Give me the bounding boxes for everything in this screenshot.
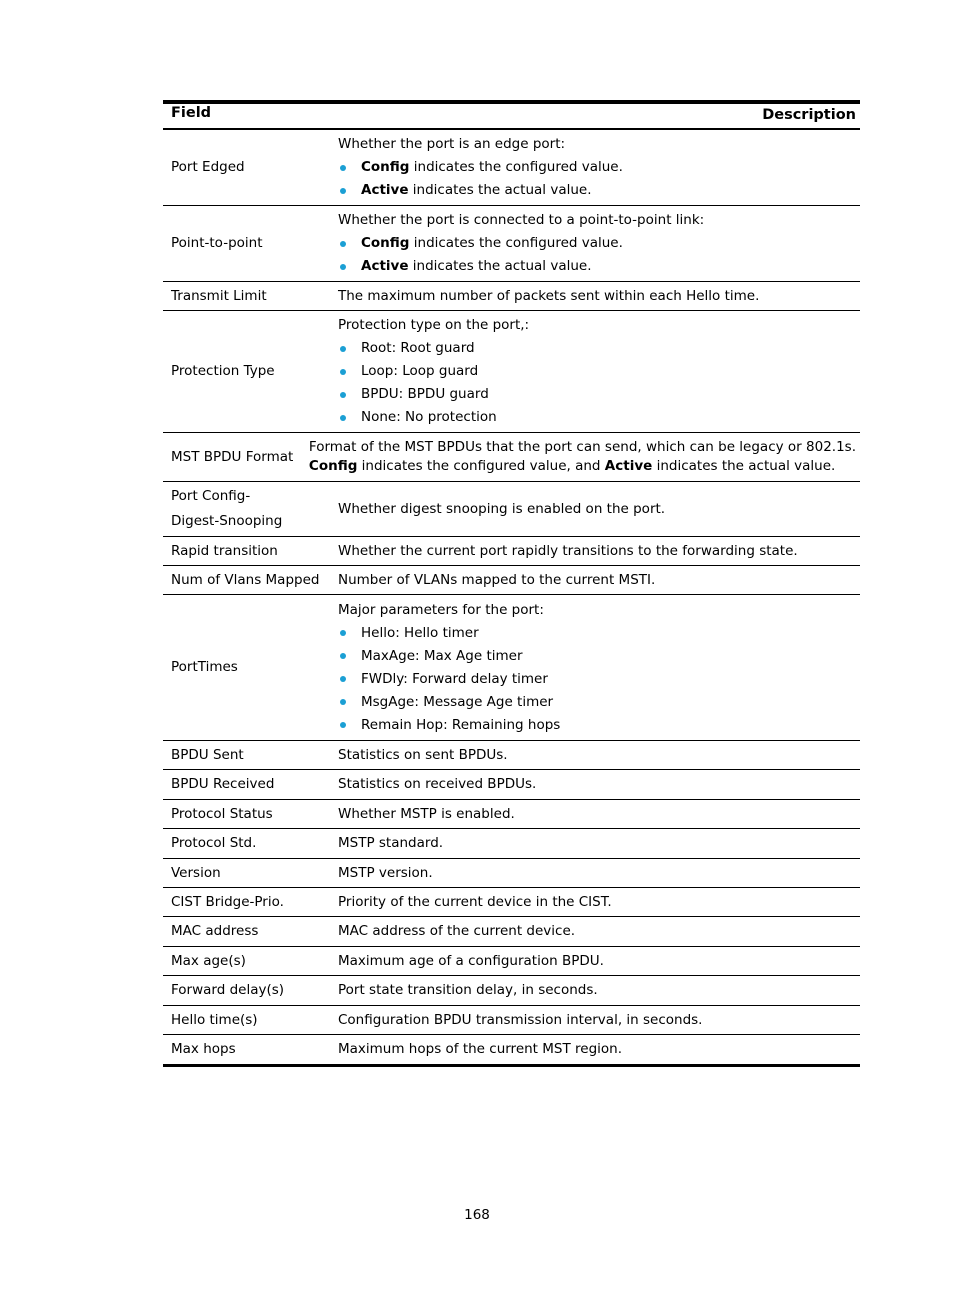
keyword: Config: [361, 235, 410, 251]
bullet-icon: [340, 676, 346, 682]
field-cell: Max age(s): [171, 952, 246, 969]
description-text: Port state transition delay, in seconds.: [338, 982, 598, 998]
description-text: Number of VLANs mapped to the current MSTI.: [338, 571, 656, 588]
table-row: [163, 799, 860, 828]
field-cell: Port Edged: [171, 159, 245, 175]
bullet-icon: [340, 188, 346, 194]
bullet-icon: [340, 264, 346, 270]
bullet-text: Root: Root guard: [361, 340, 475, 356]
bullet-text: None: No protection: [361, 409, 497, 425]
description-cell: [330, 482, 860, 536]
bullet-text: indicates the actual value.: [408, 258, 592, 274]
description-cell: [330, 741, 860, 769]
description-cell: [330, 1035, 860, 1064]
description-fragment: indicates the configured value, and: [357, 458, 605, 474]
table-row: [163, 205, 860, 281]
bullet-text: indicates the actual value.: [408, 182, 592, 198]
field-cell: Protection Type: [171, 363, 275, 379]
bullet-icon: [340, 630, 346, 636]
field-cell: MST BPDU Format: [171, 448, 294, 465]
description-cell: [330, 800, 860, 828]
field-cell: Hello time(s): [171, 1011, 258, 1028]
table-row: [163, 916, 860, 946]
table-row: [163, 975, 860, 1005]
description-text: Whether the current port rapidly transitions to the forwarding state.: [338, 542, 798, 559]
table-row: [163, 946, 860, 975]
description-text: Whether the port is connected to a point-to-point link:: [338, 212, 705, 228]
keyword: Active: [361, 258, 409, 274]
description-text: MAC address of the current device.: [338, 923, 576, 939]
list-item: [338, 360, 856, 383]
bullet-icon: [340, 699, 346, 705]
description-text: Whether digest snooping is enabled on the port.: [338, 500, 666, 517]
bullet-icon: [340, 722, 346, 728]
description-cell: [301, 433, 860, 481]
field-text: Port Config-: [171, 488, 251, 504]
list-item: [338, 622, 856, 645]
bullet-text: indicates the configured value.: [409, 159, 623, 175]
bullet-text: indicates the configured value.: [409, 235, 623, 251]
description-text: Whether MSTP is enabled.: [338, 805, 515, 822]
keyword: Active: [604, 458, 653, 474]
list-item: [338, 668, 856, 691]
description-text: Configuration BPDU transmission interval, in seconds.: [338, 1011, 703, 1028]
bullet-text: BPDU: BPDU guard: [361, 386, 489, 402]
description-cell: [330, 595, 860, 740]
list-item: [338, 406, 856, 429]
description-text: Major parameters for the port:: [338, 601, 544, 618]
bullet-text: Loop: Loop guard: [361, 363, 479, 379]
description-cell: [330, 947, 860, 975]
table-row: [163, 281, 860, 310]
field-cell: [163, 482, 330, 536]
table-row: [163, 536, 860, 565]
description-text: Priority of the current device in the CIST.: [338, 893, 612, 910]
keyword: Config: [308, 458, 358, 474]
description-text: Format of the MST BPDUs that the port can send, which can be legacy or 802.1s.: [308, 439, 856, 455]
list-item: [338, 156, 856, 179]
description-text: Maximum age of a configuration BPDU.: [338, 952, 604, 969]
bullet-text: Hello: Hello timer: [361, 624, 479, 641]
description-text: Statistics on received BPDUs.: [338, 776, 537, 792]
description-cell: [330, 859, 860, 887]
table-row: [163, 130, 860, 205]
table-row: [163, 858, 860, 887]
list-item: [338, 232, 856, 255]
description-text: MSTP version.: [338, 864, 433, 881]
list-item: [338, 255, 856, 278]
table-row: [163, 887, 860, 916]
list-item: [338, 691, 856, 714]
field-cell: BPDU Sent: [171, 746, 244, 763]
field-cell: MAC address: [171, 923, 259, 939]
field-cell: Version: [171, 864, 221, 881]
description-text: Protection type on the port,:: [338, 317, 530, 333]
table-row: [163, 565, 860, 594]
description-cell: [330, 282, 860, 310]
table-row: [163, 594, 860, 740]
page-number: 168: [464, 1207, 490, 1223]
field-text: Digest-Snooping: [171, 513, 283, 529]
list-item: [338, 714, 856, 737]
description-cell: [330, 311, 860, 432]
field-cell: BPDU Received: [171, 776, 275, 792]
bullet-icon: [340, 392, 346, 398]
description-cell: [330, 206, 860, 281]
field-cell: Rapid transition: [171, 542, 278, 559]
table-header: [163, 104, 860, 130]
table-row: [163, 1034, 860, 1064]
description-cell: [330, 829, 860, 858]
bullet-text: MsgAge: Message Age timer: [361, 693, 554, 710]
table-row: [163, 828, 860, 858]
description-cell: [330, 537, 860, 565]
list-item: [338, 645, 856, 668]
field-cell: Forward delay(s): [171, 982, 285, 998]
bullet-icon: [340, 165, 346, 171]
description-text: Statistics on sent BPDUs.: [338, 746, 508, 763]
table-row: [163, 740, 860, 769]
table-row: [163, 432, 860, 481]
field-cell: Max hops: [171, 1041, 236, 1057]
list-item: [338, 383, 856, 406]
description-text: MSTP standard.: [338, 835, 444, 851]
list-item: [338, 179, 856, 202]
bullet-icon: [340, 415, 346, 421]
table-row: [163, 481, 860, 536]
description-cell: [330, 770, 860, 799]
field-cell: PortTimes: [171, 659, 238, 675]
header-field: Field: [171, 105, 212, 121]
field-description-table: [163, 100, 860, 1067]
description-cell: [330, 1006, 860, 1034]
bullet-icon: [340, 653, 346, 659]
description-cell: [330, 888, 860, 916]
description-fragment: indicates the actual value.: [652, 458, 836, 474]
description-text: Whether the port is an edge port:: [338, 136, 566, 152]
description-cell: [330, 130, 860, 205]
bullet-text: Remain Hop: Remaining hops: [361, 716, 561, 733]
bullet-icon: [340, 346, 346, 352]
description-text: The maximum number of packets sent within each Hello time.: [338, 287, 760, 304]
list-item: [338, 337, 856, 360]
description-cell: [330, 566, 860, 594]
field-cell: Protocol Std.: [171, 835, 257, 851]
field-cell: CIST Bridge-Prio.: [171, 893, 284, 910]
field-cell: Protocol Status: [171, 805, 273, 822]
keyword: Active: [361, 182, 409, 198]
description-text: Maximum hops of the current MST region.: [338, 1041, 623, 1057]
description-cell: [330, 976, 860, 1005]
table-row: [163, 769, 860, 799]
field-cell: Transmit Limit: [171, 287, 267, 304]
keyword: Config: [361, 159, 410, 175]
description-text: [309, 457, 856, 476]
table-row: [163, 310, 860, 432]
field-cell: Num of Vlans Mapped: [171, 571, 320, 588]
bullet-text: MaxAge: Max Age timer: [361, 647, 523, 664]
bullet-icon: [340, 241, 346, 247]
description-cell: [330, 917, 860, 946]
bullet-icon: [340, 369, 346, 375]
table-row: [163, 1005, 860, 1034]
bullet-text: FWDly: Forward delay timer: [361, 670, 548, 687]
field-cell: Point-to-point: [171, 235, 263, 251]
header-description: Description: [762, 107, 856, 123]
